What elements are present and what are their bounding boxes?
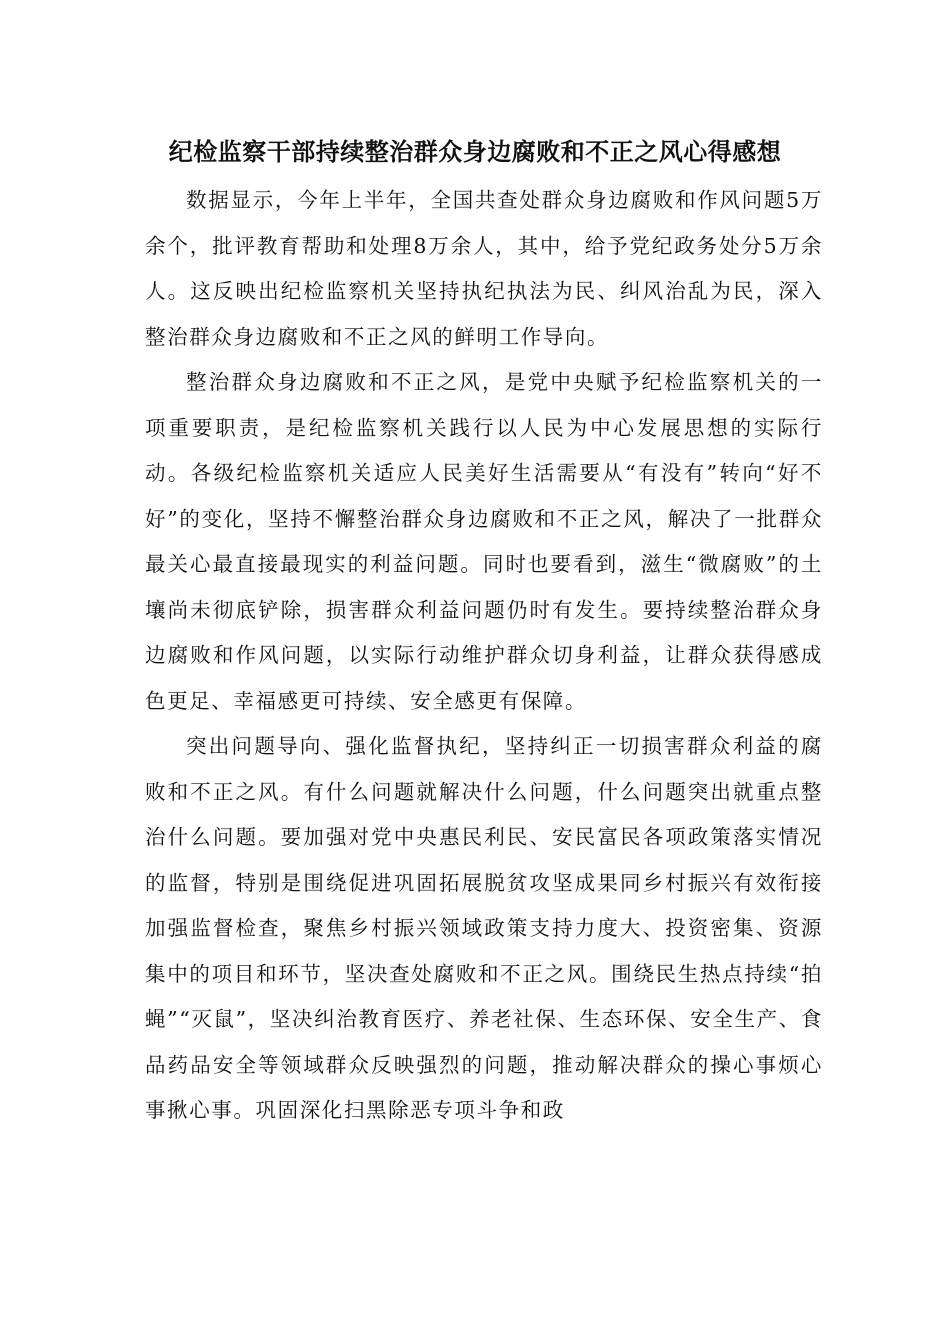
paragraph-1: 数据显示，今年上半年，全国共查处群众身边腐败和作风问题5万余个，批评教育帮助和处理8万余人，其中，给予党纪政务处分5万余人。这反映出纪检监察机关坚持执纪执法为民、纠风治乱为民，深入整治群众身边腐败和不正之风的鲜明工作导向。 xyxy=(145,188,823,349)
document-title: 纪检监察干部持续整治群众身边腐败和不正之风心得感想 xyxy=(168,137,782,166)
document-body xyxy=(145,178,823,1134)
paragraph-2: 整治群众身边腐败和不正之风，是党中央赋予纪检监察机关的一项重要职责，是纪检监察机关践行以人民为中心发展思想的实际行动。各级纪检监察机关适应人民美好生活需要从“有没有”转向“好不好”的变化，坚持不懈整治群众身边腐败和不正之风，解决了一批群众最关心最直接最现实的利益问题。同时也要看到，滋生“微腐败”的土壤尚未彻底铲除，损害群众利益问题仍时有发生。要持续整治群众身边腐败和作风问题，以实际行动维护群众切身利益，让群众获得感成色更足、幸福感更可持续、安全感更有保障。 xyxy=(145,370,823,713)
paragraph-3: 突出问题导向、强化监督执纪，坚持纠正一切损害群众利益的腐败和不正之风。有什么问题就解决什么问题，什么问题突出就重点整治什么问题。要加强对党中央惠民利民、安民富民各项政策落实情况的监督，特别是围绕促进巩固拓展脱贫攻坚成果同乡村振兴有效衔接加强监督检查，聚焦乡村振兴领域政策支持力度大、投资密集、资源集中的项目和环节，坚决查处腐败和不正之风。围绕民生热点持续“拍蝇”“灭鼠”，坚决纠治教育医疗、养老社保、生态环保、安全生产、食品药品安全等领域群众反映强烈的问题，推动解决群众的操心事烦心事揪心事。巩固深化扫黑除恶专项斗争和政 xyxy=(145,734,823,1122)
